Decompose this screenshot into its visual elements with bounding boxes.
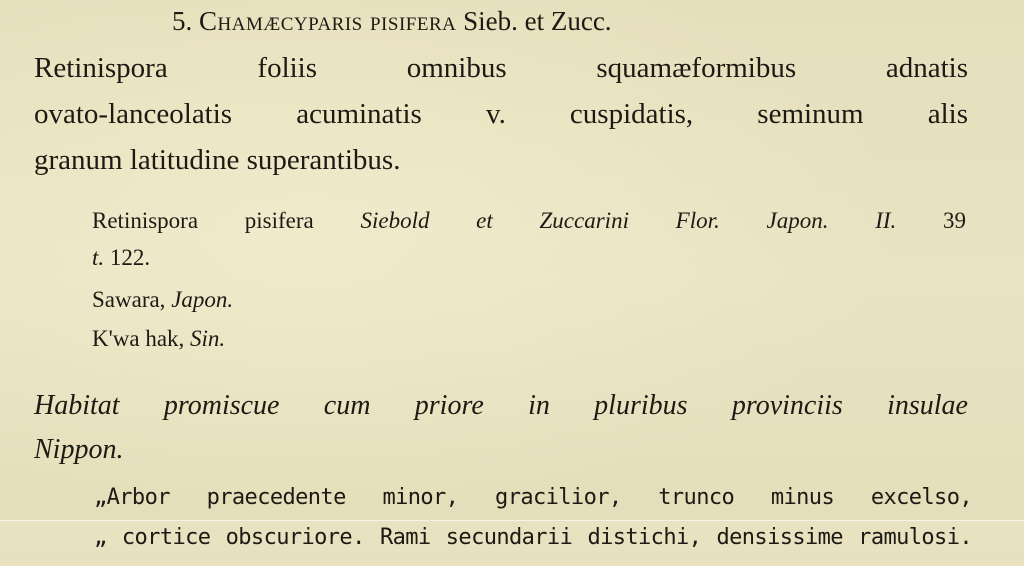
description-quote-line: „Arbor praecedente minor, gracilior, trunco minus excelso, xyxy=(94,485,972,510)
vernacular-language: Sin. xyxy=(190,326,226,351)
vernacular-term: Sawara, xyxy=(92,287,166,312)
vernacular-name xyxy=(92,326,225,352)
description-quote-line: „ cortice obscuriore. Rami secundarii distichi, densissime ramulosi. xyxy=(94,525,972,550)
species-name: Chamæcyparis pisifera xyxy=(199,6,457,36)
vernacular-name xyxy=(92,287,233,313)
species-heading xyxy=(172,6,612,37)
diagnosis-line: ovato-lanceolatis acuminatis v. cuspidatis, seminum alis xyxy=(34,98,968,130)
synonym-source: Siebold et Zuccarini Flor. Japon. II. xyxy=(360,208,897,233)
species-number: 5. xyxy=(172,6,193,36)
synonym-reference xyxy=(92,208,966,234)
synonym-name: Retinispora pisifera xyxy=(92,208,314,233)
vernacular-language: Japon. xyxy=(171,287,234,312)
habitat-line: Habitat promiscue cum priore in pluribus provinciis insulae xyxy=(34,390,968,421)
diagnosis-line: Retinispora foliis omnibus squamæformibus adnatis xyxy=(34,52,968,84)
diagnosis-line: granum latitudine superantibus. xyxy=(34,144,401,176)
synonym-tab-label: t. xyxy=(92,245,105,270)
habitat-line: Nippon. xyxy=(34,434,124,465)
synonym-tab xyxy=(92,245,150,271)
synonym-page: 39 xyxy=(943,208,966,233)
synonym-tab-number: 122. xyxy=(109,245,151,270)
species-authority: Sieb. et Zucc. xyxy=(463,6,612,36)
vernacular-term: K'wa hak, xyxy=(92,326,185,351)
